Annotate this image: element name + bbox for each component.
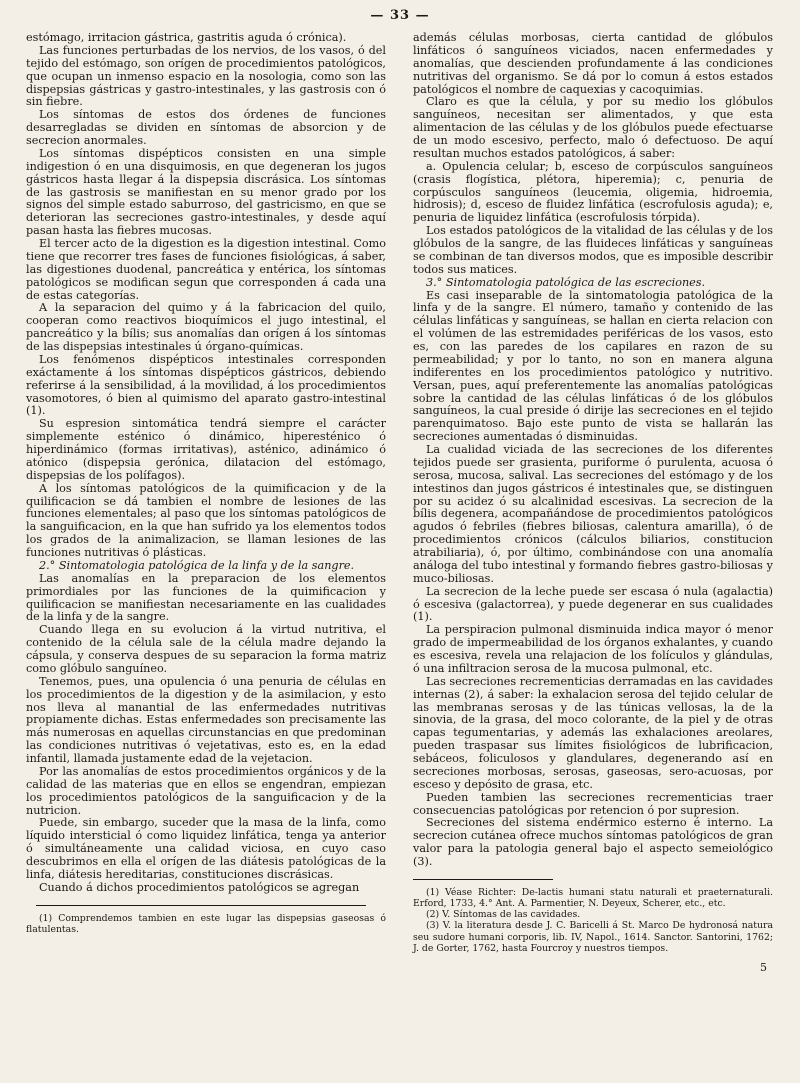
paragraph: además células morbosas, cierta cantidad de glóbulos linfáticos ó sanguíneos viciados, nacen enfermedades y anomalías, que descienden profundamente á las condiciones nutritivas del organismo. Se dá por lo comun á estos estados patológicos el nombre de caquexias y cacoquimias. bbox=[413, 31, 773, 96]
paragraph: Los fenómenos dispépticos intestinales corresponden exáctamente á los síntomas dispépticos gástricos, debiendo referirse á la sensibilidad, á la movilidad, á los procedimientos vasomotores, ó bien al quimismo del aparato gastro-intestinal (1). bbox=[26, 352, 386, 418]
section-heading: 2.° Sintomatologia patológica de la linfa y de la sangre. bbox=[39, 558, 355, 572]
right-footnotes bbox=[413, 887, 773, 954]
paragraph: estómago, irritacion gástrica, gastritis aguda ó crónica). bbox=[26, 31, 347, 44]
paragraph: Claro es que la célula, y por su medio los glóbulos sanguíneos, necesitan ser alimentados, y que esta alimentacion de las células y de los glóbulos puede efectuarse de un modo escesivo, perfecto, malo ó defectuoso. De aquí resultan muchos estados patológicos, á saber: bbox=[413, 95, 773, 160]
paragraph: Los síntomas de estos dos órdenes de funciones desarregladas se dividen en síntomas de absorcion y de secrecion anormales. bbox=[26, 108, 386, 147]
paragraph: El tercer acto de la digestion es la digestion intestinal. Como tiene que recorrer tres fases de funciones fisiológicas, á saber, las digestiones duodenal, pancreática y entérica, los síntomas patológicos se modifican segun que corresponden á cada una de estas categorías. bbox=[26, 237, 386, 302]
paragraph: Secreciones del sistema endérmico esterno é interno. La secrecion cutánea ofrece muchos síntomas patológicos de gran valor para la patologia general bajo el aspecto semeiológico (3). bbox=[413, 816, 773, 868]
left-column bbox=[26, 32, 386, 935]
paragraph: Es casi inseparable de la sintomatologia patológica de la linfa y de la sangre. El número, tamaño y contenido de las células linfáticas y sanguíneas, se hallan en cierta relacion con el volúmen de las estremidades periféricas de los vasos, esto es, con las paredes de los capilares en razon de su permeabilidad; y por lo tanto, no son en manera alguna indiferentes en los procedimientos patológico y nutritivo. Versan, pues, aquí preferentemente las anomalías patológicas sobre la cantidad de las células linfáticas ó de los glóbulos sanguíneos, la cual preside ó dirije las secreciones en el tejido parenquimatoso. Bajo este punto de vista se hallarán las secreciones aumentadas ó disminuidas. bbox=[413, 288, 773, 444]
paragraph: Tenemos, pues, una opulencia ó una penuria de células en los procedimientos de la digestion y de la asimilacion, y esto nos lleva al manantial de las enfermedades nutritivas propiamente dichas. Estas enfermedades son precisamente las más numerosas en aquellas circunstancias en que predominan las condiciones nutritivas ó vejetativas, esto es, en la edad infantil, llamada justamente edad de la vejetacion. bbox=[26, 674, 386, 765]
footnote: (1) Véase Richter: De-lactis humani statu naturali et praeternaturali. Erford, 1733, 4.° Ant. A. Parmentier, N. Deyeux, Scherer, etc., etc. bbox=[413, 886, 773, 910]
paragraph: Por las anomalías de estos procedimientos orgánicos y de la calidad de las materias que en ellos se engendran, empiezan los procedimientos patológicos de la sanguificacion y de la nutricion. bbox=[26, 764, 386, 817]
paragraph: Los síntomas dispépticos consisten en una simple indigestion ó en una disquimosis, en que degeneran los jugos gástricos hasta llegar á la dispepsia discrásica. Los síntomas de las gastrosis se manifiestan en su menor grado por los signos del simple estado saburroso, del gastricismo, en que se deterioran las secreciones gastro-intestinales, y desde aquí pasan hasta las fiebres mucosas. bbox=[26, 146, 386, 238]
signature-mark: 5 bbox=[760, 961, 767, 975]
paragraph: La cualidad viciada de las secreciones de los diferentes tejidos puede ser grasienta, puriforme ó purulenta, acuosa ó serosa, mucosa, salival. Las secreciones del estómago y de los intestinos dan jugos gástricos é intestinales que, se distinguen por su acidez ó su alcalinidad escesivas. La secrecion de la bílis degenera, acompañándose de procedimientos patológicos agudos ó febriles (fiebres biliosas, calentura amarilla), ó de procedimientos crónicos (cálculos biliarios, constitucion atrabiliaria), ó, por último, combinándose con una anomalía análoga del tubo intestinal y formando fiebres gastro-biliosas y muco-biliosas. bbox=[413, 443, 773, 585]
footnote-rule bbox=[413, 879, 553, 880]
paragraph: a. Opulencia celular; b, esceso de corpúsculos sanguíneos (crasis flogística, plétora, hiperemia); c, penuria de corpúsculos sanguíneos (leucemia, oligemia, hidroemia, hidrosis); d, esceso de fluidez linfática (escrofulosis aguda); e, penuria de liquidez linfática (escrofulosis tórpida). bbox=[413, 159, 773, 225]
paragraph: Los estados patológicos de la vitalidad de las células y de los glóbulos de la sangre, de las fluideces linfáticas y sanguíneas se combinan de tan diversos modos, que es imposible describir todos sus matices. bbox=[413, 224, 773, 276]
paragraph: Puede, sin embargo, suceder que la masa de la linfa, como líquido intersticial ó como liquidez linfática, tenga ya anterior ó simultáneamente una calidad viciosa, en cuyo caso descubrimos en ella el orígen de las diátesis patológicas de la linfa, diátesis hereditarias, constituciones discrásicas. bbox=[26, 816, 386, 881]
section-heading: 3.° Sintomatologia patológica de las escreciones. bbox=[426, 275, 706, 289]
footnote-rule bbox=[36, 905, 366, 906]
paragraph: Cuando llega en su evolucion á la virtud nutritiva, el contenido de la célula sale de la célula madre dejando la cápsula, y conserva despues de su separacion la forma matriz como glóbulo sanguíneo. bbox=[26, 623, 386, 675]
footnote: (2) V. Síntomas de las cavidades. bbox=[426, 909, 581, 921]
paragraph: Las funciones perturbadas de los nervios, de los vasos, ó del tejido del estómago, son orígen de procedimientos patológicos, que ocupan un inmenso espacio en la nosologia, como son las dispepsias gástricas y gastro-intestinales, y las gastrosis con ó sin fiebre. bbox=[26, 43, 386, 109]
footnote: (3) V. la literatura desde J. C. Baricelli á St. Marco De hydronosá natura seu sudore humani corporis, lib. IV, Napol., 1614. Sanctor. Santorini, 1762; J. de Gorter, 1762, hasta Fourcroy y nuestros tiempos. bbox=[413, 920, 773, 954]
paragraph: Pueden tambien las secreciones recrementicias traer consecuencias patológicas por retencion ó por supresion. bbox=[413, 790, 773, 817]
right-column-body bbox=[413, 32, 773, 869]
paragraph: La secrecion de la leche puede ser escasa ó nula (agalactia) ó escesiva (galactorrea), y puede degenerar en sus cualidades (1). bbox=[413, 584, 773, 624]
footnote: (1) Comprendemos tambien en este lugar las dispepsias gaseosas ó flatulentas. bbox=[26, 912, 386, 935]
paragraph: A los síntomas patológicos de la quimificacion y de la quilificacion se dá tambien el nombre de lesiones de las funciones elementales; al paso que los síntomas patológicos de la sanguificacion, en la que han sufrido ya los elementos todos los grados de la animalizacion, se llaman lesiones de las funciones nutritivas ó plásticas. bbox=[26, 481, 386, 559]
paragraph: Las anomalías en la preparacion de los elementos primordiales por las funciones de la quimificacion y quilificacion se manifiestan necesariamente en las cualidades de la linfa y de la sangre. bbox=[26, 571, 386, 624]
paragraph: Su espresion sintomática tendrá siempre el carácter simplemente esténico ó dinámico, hiperesténico ó hiperdinámico (formas irritativas), asténico, adinámico ó atónico (dispepsia gerónica, dilatacion del estómago, dispepsias de los polífagos). bbox=[26, 417, 386, 482]
paragraph: La perspiracion pulmonal disminuida indica mayor ó menor grado de impermeabilidad de los órganos exhalantes, y cuando es escesiva, revela una relajacion de los folículos y glándulas, ó una infiltracion serosa de la mucosa pulmonal, etc. bbox=[413, 623, 773, 675]
right-column bbox=[413, 32, 773, 975]
paragraph: Las secreciones recrementicias derramadas en las cavidades internas (2), á saber: la exhalacion serosa del tejido celular de las membranas serosas y de las túnicas vellosas, la de la sinovia, de la grasa, del moco colorante, de la piel y de otras capas tegumentarias, y además las exhalaciones areolares, pueden traspasar sus límites fisiológicos de lubrificacion, sebáceos, foliculosos y glandulares, degenerando así en secreciones morbosas, serosas, gaseosas, sero-acuosas, por esceso y depósito de grasa, etc. bbox=[413, 674, 773, 791]
paragraph: Cuando á dichos procedimientos patológicos se agregan bbox=[39, 880, 360, 894]
left-footnotes bbox=[26, 913, 386, 935]
paragraph: A la separacion del quimo y á la fabricacion del quilo, cooperan como reactivos bioquímicos el jugo intestinal, el pancreático y la bílis; sus anomalías dan orígen á los síntomas de las dispepsias intestinales ú órgano-químicas. bbox=[26, 301, 386, 353]
page-number: — 33 — bbox=[370, 8, 430, 23]
left-column-body bbox=[26, 32, 386, 895]
